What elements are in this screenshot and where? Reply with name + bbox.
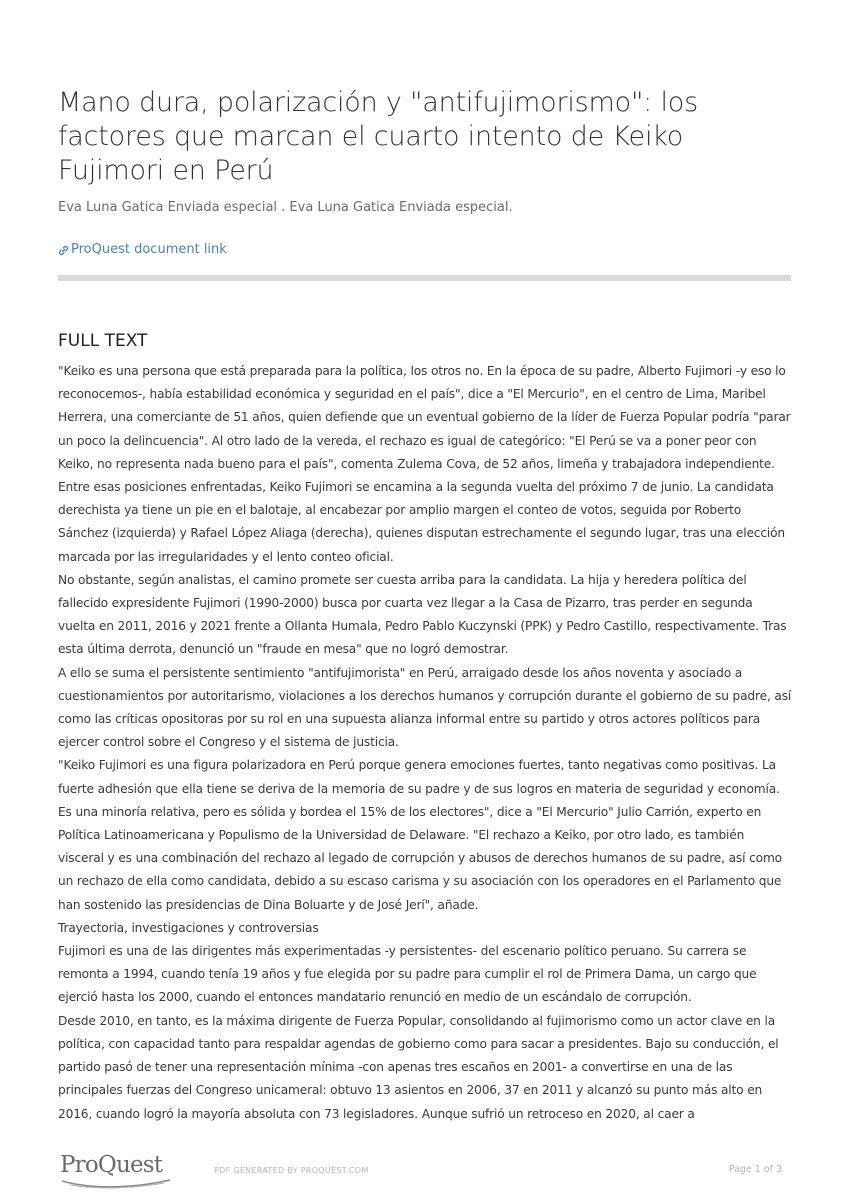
proquest-logo	[60, 1150, 172, 1190]
header-divider	[58, 275, 791, 281]
paragraph: No obstante, según analistas, el camino promete ser cuesta arriba para la candidata. La hija y heredera política del fallecido expresidente Fujimori (1990-2000) busca por cuarta vez llegar a la Casa de Pizarro, tras perder en segunda vuelta en 2011, 2016 y 2021 frente a Ollanta Humala, Pedro Pablo Kuczynski (PPK) y Pedro Castillo, respectivamente. Tras esta última derrota, denunció un "fraude en mesa" que no logró demostrar.	[58, 572, 787, 657]
proquest-document-link-label: ProQuest document link	[71, 242, 227, 257]
paragraph: "Keiko Fujimori es una figura polarizadora en Perú porque genera emociones fuertes, tanto negativas como positivas. La fuerte adhesión que ella tiene se deriva de la memoria de su padre y de sus logros en materia de seguridad y economía. Es una minoría relativa, pero es sólida y bordea el 15% de los electores", dice a "El Mercurio" Julio Carrión, experto en Política Latinoamericana y Populismo de la Universidad de Delaware. "El rechazo a Keiko, por otro lado, es también visceral y es una combinación del rechazo al legado de corrupción y abusos de derechos humanos de su padre, así como un rechazo de ella como candidata, debido a su escaso carisma y su asociación con los operadores en el Parlamento que han sostenido las presidencias de Dina Boluarte y de José Jerí", añade.	[58, 758, 782, 912]
article-body	[58, 360, 793, 1142]
article-authors: Eva Luna Gatica Enviada especial . Eva Luna Gatica Enviada especial.	[58, 200, 513, 215]
paragraph: Fujimori es una de las dirigentes más experimentadas -y persistentes- del escenario político peruano. Su carrera se remonta a 1994, cuando tenía 19 años y fue elegida por su padre para cumplir el rol de Primera Dama, un cargo que ejerció hasta los 2000, cuando el entonces mandatario renunció en medio de un escándalo de corrupción.	[58, 944, 757, 1005]
page-number: Page 1 of 3	[728, 1164, 782, 1175]
subheading: Trayectoria, investigaciones y controversias	[58, 920, 319, 935]
proquest-document-link[interactable]	[58, 241, 227, 259]
generated-by-note: PDF GENERATED BY PROQUEST.COM	[214, 1166, 369, 1175]
paragraph: Desde 2010, en tanto, es la máxima dirigente de Fuerza Popular, consolidando al fujimorismo como un actor clave en la política, con capacidad tanto para respaldar agendas de gobierno como para sacar a presidentes. Bajo su conducción, el partido pasó de tener una representación mínima -con apenas tres escaños en 2001- a convertirse en una de las principales fuerzas del Congreso unicameral: obtuvo 13 asientos en 2006, 37 en 2011 y alcanzó su punto más alto en 2016, cuando logró la mayoría absoluta con 73 legisladores. Aunque sufrió un retroceso en 2020, al caer a	[58, 1013, 779, 1121]
paragraph: A ello se suma el persistente sentimiento "antifujimorista" en Perú, arraigado desde los años noventa y asociado a cuestionamientos por autoritarismo, violaciones a los derechos humanos y corrupción durante el gobierno de su padre, así como las críticas opositoras por su rol en una supuesta alianza informal entre su partido y otros actores políticos para ejercer control sobre el Congreso y el sistema de justicia.	[58, 665, 792, 750]
paragraph: "Keiko es una persona que está preparada para la política, los otros no. En la época de su padre, Alberto Fujimori -y eso lo reconocemos-, había estabilidad económica y seguridad en el país", dice a "El Mercurio", en el centro de Lima, Maribel Herrera, una comerciante de 51 años, quien defiende que un eventual gobierno de la líder de Fuerza Popular podría "parar un poco la delincuencia". Al otro lado de la vereda, el rechazo es igual de categórico: "El Perú se va a poner peor con Keiko, no representa nada bueno para el país", comenta Zulema Cova, de 52 años, limeña y trabajadora independiente.	[58, 364, 791, 471]
link-icon	[58, 245, 69, 256]
logo-swoosh-icon	[60, 1176, 172, 1190]
full-text-heading: FULL TEXT	[58, 331, 148, 351]
paragraph: Entre esas posiciones enfrentadas, Keiko Fujimori se encamina a la segunda vuelta del próximo 7 de junio. La candidata derechista ya tiene un pie en el balotaje, al encabezar por amplio margen el conteo de votos, seguida por Roberto Sánchez (izquierda) y Rafael López Aliaga (derecha), quienes disputan estrechamente el segundo lugar, tras una elección marcada por las irregularidades y el lento conteo oficial.	[58, 480, 786, 564]
article-title: Mano dura, polarización y "antifujimorismo": los factores que marcan el cuarto intento de Keiko Fujimori en Perú	[58, 87, 698, 186]
page-footer	[0, 1148, 848, 1200]
proquest-logo-text: ProQuest	[60, 1152, 163, 1178]
